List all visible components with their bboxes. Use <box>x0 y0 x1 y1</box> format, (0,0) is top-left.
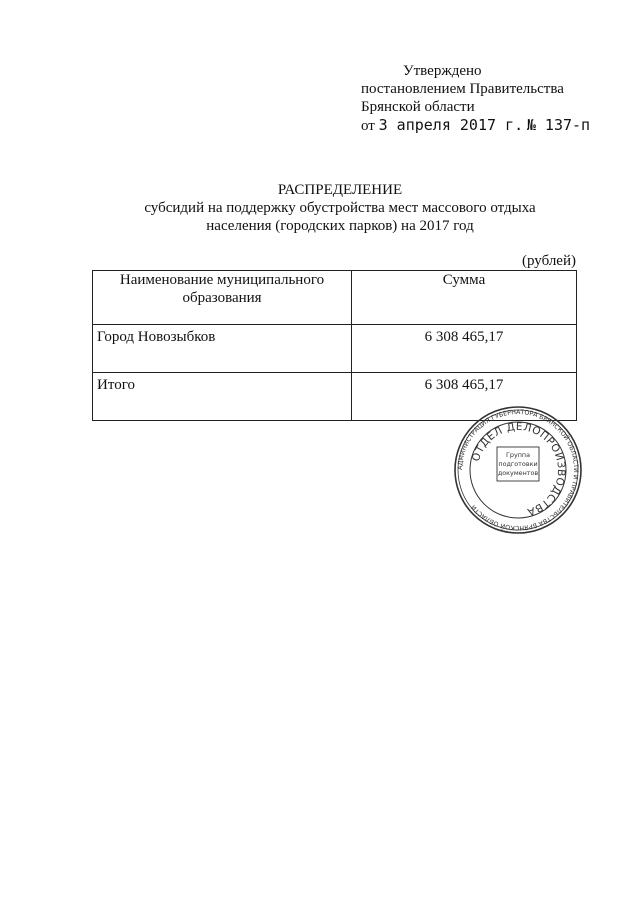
total-sum: 6 308 465,17 <box>352 373 577 421</box>
document-title: РАСПРЕДЕЛЕНИЕ <box>277 182 403 198</box>
total-label: Итого <box>93 373 352 421</box>
table-row <box>93 325 577 373</box>
approval-line3: Брянской области <box>361 99 475 115</box>
stamp-ring-text: ОТДЕЛ ДЕЛОПРОИЗВОДСТВА <box>469 420 568 518</box>
unit-label: (рублей) <box>521 253 576 269</box>
column-header-name: Наименование муниципального образования <box>93 271 352 325</box>
decree-number: № 137-п <box>526 116 591 134</box>
document-subtitle-line1: субсидий на поддержку обустройства мест массового отдыха <box>144 200 536 216</box>
stamp-center-line1: Группа <box>505 451 531 459</box>
table-header-row <box>93 271 577 325</box>
approval-line2: постановлением Правительства <box>361 81 564 97</box>
document-subtitle-line2: населения (городских парков) на 2017 год <box>206 218 474 234</box>
document-heading <box>110 181 570 235</box>
municipality-name: Город Новозыбков <box>93 325 352 373</box>
stamp-center-line2: подготовки <box>498 460 538 468</box>
official-stamp <box>453 405 583 535</box>
approval-block <box>361 62 631 135</box>
stamp-center-line3: документов <box>497 469 539 477</box>
approval-date-line <box>361 116 631 135</box>
approval-line1: Утверждено <box>403 63 482 79</box>
date-prefix: от <box>361 118 375 134</box>
column-header-sum: Сумма <box>352 271 577 325</box>
date-value: 3 апреля 2017 г. <box>378 116 524 134</box>
stamp-outer-text: АДМИНИСТРАЦИЯ ГУБЕРНАТОРА БРЯНСКОЙ ОБЛАСТИ И ПРАВИТЕЛЬСТВА БРЯНСКОЙ ОБЛАСТИ <box>456 408 580 532</box>
municipality-sum: 6 308 465,17 <box>352 325 577 373</box>
distribution-table <box>92 270 577 421</box>
